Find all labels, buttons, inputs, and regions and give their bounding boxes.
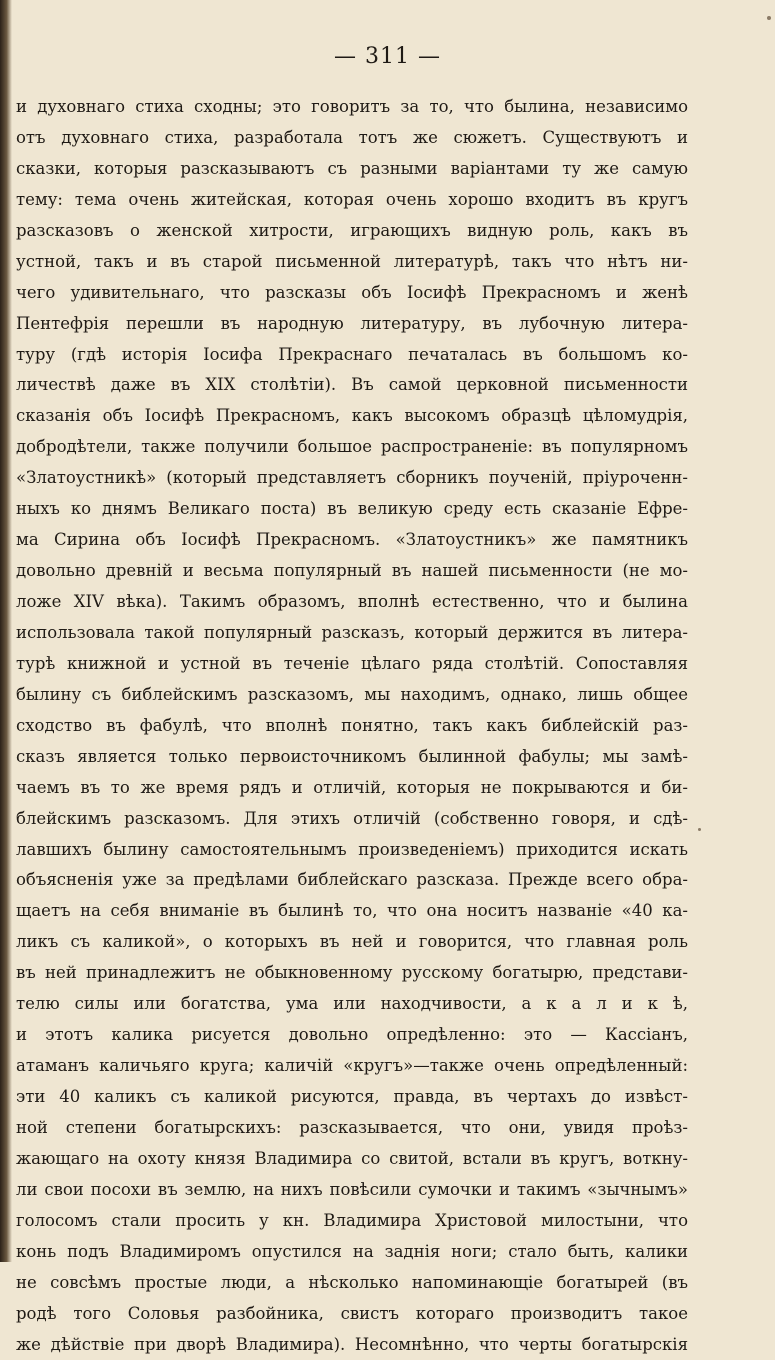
paper-speck [698, 828, 701, 831]
text-line: ной степени богатырскихъ: разсказывается, что они, увидя проѣз- [16, 1113, 688, 1144]
text-line: въ ней принадлежитъ не обыкновенному русскому богатырю, представи- [16, 958, 688, 989]
text-line: телю силы или богатства, ума или находчивости, а к а л и к ѣ, [16, 989, 688, 1020]
text-line: сказъ является только первоисточникомъ былинной фабулы; мы замѣ- [16, 742, 688, 773]
page-number-header: — 311 — [0, 44, 775, 69]
text-line: ныхъ ко днямъ Великаго поста) въ великую среду есть сказаніе Ефре- [16, 494, 688, 525]
text-line: туру (гдѣ исторія Іосифа Прекраснаго печаталась въ большомъ ко- [16, 340, 688, 371]
text-line: разсказовъ о женской хитрости, играющихъ видную роль, какъ въ [16, 216, 688, 247]
text-line: голосомъ стали просить у кн. Владимира Христовой милостыни, что [16, 1206, 688, 1237]
text-line: же дѣйствіе при дворѣ Владимира). Несомнѣнно, что черты богатырскія [16, 1330, 688, 1360]
text-line: атаманъ каличьяго круга; каличій «кругъ»—также очень опредѣленный: [16, 1051, 688, 1082]
text-line: объясненія уже за предѣлами библейскаго разсказа. Прежде всего обра- [16, 865, 688, 896]
text-line: «Златоустникѣ» (который представляетъ сборникъ поученій, пріуроченн- [16, 463, 688, 494]
text-line: блейскимъ разсказомъ. Для этихъ отличій (собственно говоря, и сдѣ- [16, 804, 688, 835]
text-line: довольно древній и весьма популярный въ нашей письменности (не мо- [16, 556, 688, 587]
page-binding-edge [0, 0, 12, 1262]
text-line: тему: тема очень житейская, которая очень хорошо входитъ въ кругъ [16, 185, 688, 216]
text-line: не совсѣмъ простые люди, а нѣсколько напоминающіе богатырей (въ [16, 1268, 688, 1299]
text-line: личествѣ даже въ XIX столѣтіи). Въ самой церковной письменности [16, 370, 688, 401]
text-line: устной, такъ и въ старой письменной литературѣ, такъ что нѣтъ ни- [16, 247, 688, 278]
text-line: добродѣтели, также получили большое распространеніе: въ популярномъ [16, 432, 688, 463]
text-line: лавшихъ былину самостоятельнымъ произведеніемъ) приходится искать [16, 835, 688, 866]
text-line: сказанія объ Іосифѣ Прекрасномъ, какъ высокомъ образцѣ цѣломудрія, [16, 401, 688, 432]
paper-speck [767, 16, 771, 20]
text-line: жающаго на охоту князя Владимира со свитой, встали въ кругъ, воткну- [16, 1144, 688, 1175]
text-line: и духовнаго стиха сходны; это говоритъ за то, что былина, независимо [16, 92, 688, 123]
text-line: чего удивительнаго, что разсказы объ Іосифѣ Прекрасномъ и женѣ [16, 278, 688, 309]
text-line: отъ духовнаго стиха, разработала тотъ же сюжетъ. Существуютъ и [16, 123, 688, 154]
text-line: турѣ книжной и устной въ теченіе цѣлаго ряда столѣтій. Сопоставляя [16, 649, 688, 680]
text-line: щаетъ на себя вниманіе въ былинѣ то, что она носитъ названіе «40 ка- [16, 896, 688, 927]
text-line: ложе XIV вѣка). Такимъ образомъ, вполнѣ естественно, что и былина [16, 587, 688, 618]
text-line: сходство въ фабулѣ, что вполнѣ понятно, такъ какъ библейскій раз- [16, 711, 688, 742]
text-line: чаемъ въ то же время рядъ и отличій, которыя не покрываются и би- [16, 773, 688, 804]
body-text [16, 92, 688, 1360]
text-line: ликъ съ каликой», о которыхъ въ ней и говорится, что главная роль [16, 927, 688, 958]
text-line: и этотъ калика рисуется довольно опредѣленно: это — Кассіанъ, [16, 1020, 688, 1051]
text-line: Пентефрія перешли въ народную литературу, въ лубочную литера- [16, 309, 688, 340]
text-line: ли свои посохи въ землю, на нихъ повѣсили сумочки и такимъ «зычнымъ» [16, 1175, 688, 1206]
text-line: конь подъ Владимиромъ опустился на заднія ноги; стало быть, калики [16, 1237, 688, 1268]
text-line: былину съ библейскимъ разсказомъ, мы находимъ, однако, лишь общее [16, 680, 688, 711]
text-line: ма Сирина объ Іосифѣ Прекрасномъ. «Златоустникъ» же памятникъ [16, 525, 688, 556]
text-line: использовала такой популярный разсказъ, который держится въ литера- [16, 618, 688, 649]
text-line: родѣ того Соловья разбойника, свистъ котораго производитъ такое [16, 1299, 688, 1330]
text-line: эти 40 каликъ съ каликой рисуются, правда, въ чертахъ до извѣст- [16, 1082, 688, 1113]
text-line: сказки, которыя разсказываютъ съ разными варіантами ту же самую [16, 154, 688, 185]
